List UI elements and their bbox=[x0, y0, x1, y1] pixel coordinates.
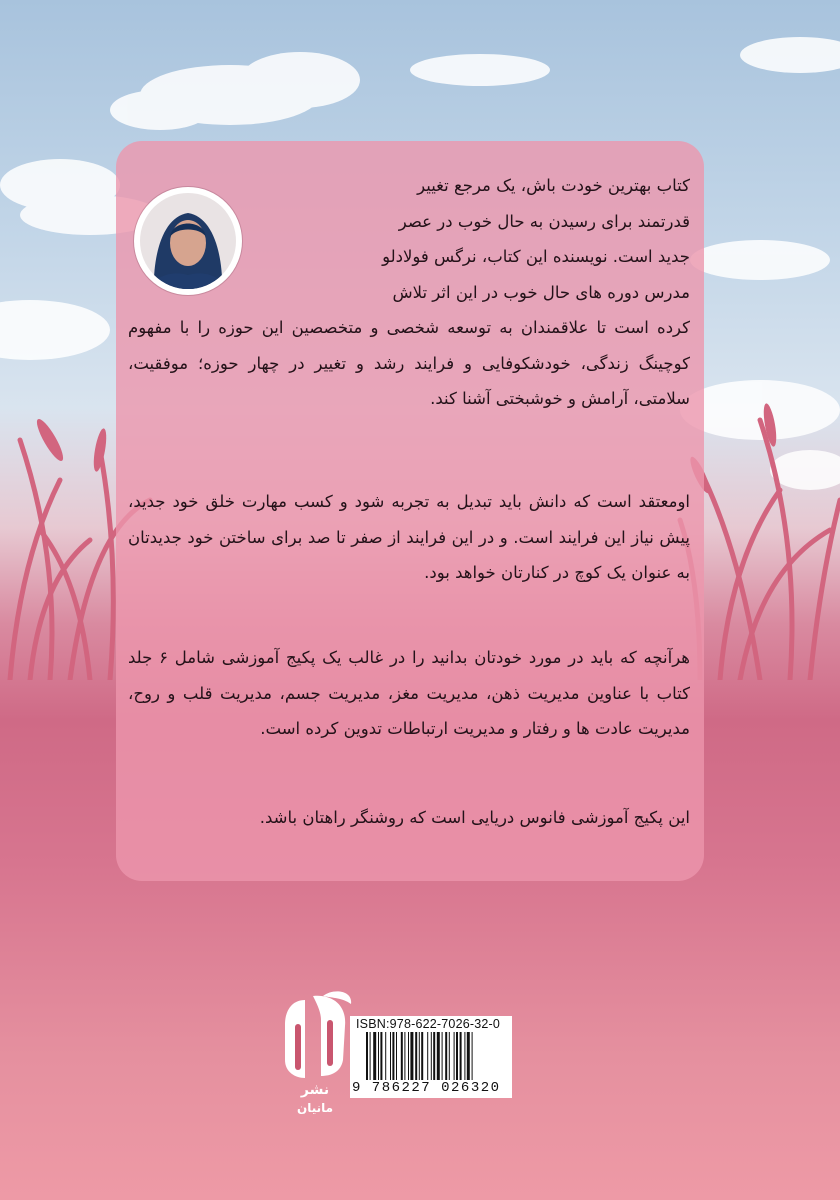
barcode-bar bbox=[378, 1032, 379, 1080]
description-line: اومعتقد است که دانش باید تبدیل به تجربه شود و کسب bbox=[293, 492, 691, 511]
barcode-bar bbox=[415, 1032, 417, 1080]
barcode-bar bbox=[467, 1032, 470, 1080]
barcode-bar bbox=[419, 1032, 420, 1080]
barcode-bar bbox=[472, 1032, 473, 1080]
description-line: باشد. bbox=[259, 808, 298, 827]
barcode-bar bbox=[442, 1032, 443, 1080]
description-line: قدرتمند برای رسیدن به حال خوب در عصر bbox=[398, 211, 690, 231]
barcode-bar bbox=[427, 1032, 428, 1080]
description-line: کرده است تا علاقمندان به توسعه شخصی و متخصصین این bbox=[261, 318, 690, 337]
barcode-digits: 9 786227 026320 bbox=[352, 1080, 501, 1096]
barcode-bar bbox=[401, 1032, 403, 1080]
barcode-bar bbox=[373, 1032, 376, 1080]
barcode-bar bbox=[410, 1032, 413, 1080]
barcode-bar bbox=[433, 1032, 435, 1080]
barcode-bar bbox=[404, 1032, 405, 1080]
barcode-bar bbox=[380, 1032, 382, 1080]
barcode-bar bbox=[449, 1032, 450, 1080]
barcode-bar bbox=[421, 1032, 423, 1080]
description-line: مدرس دوره های حال خوب در این اثر تلاش bbox=[392, 282, 690, 302]
description-line: کتاب بهترین خودت باش، یک مرجع تغییر bbox=[417, 176, 690, 195]
description-line: مهارت خلق خود جدید، پیش نیاز این فرایند است. و در این bbox=[128, 492, 691, 547]
publisher-logo-text: نشر bbox=[300, 1082, 330, 1098]
description-line: کند. bbox=[430, 389, 457, 408]
description-line: حوزه را با مفهوم کوچینگ زندگی، خودشکوفایی و فرایند رشد و bbox=[128, 318, 690, 373]
barcode-bar bbox=[431, 1032, 432, 1080]
barcode-bar bbox=[464, 1032, 465, 1080]
barcode-bar bbox=[445, 1032, 447, 1080]
description-line: کوچ در کنارتان خواهد بود. bbox=[424, 563, 602, 582]
description-line: جدید است. نویسنده این کتاب، نرگس فولادلو bbox=[382, 247, 690, 266]
description-line: هرآنچه که باید در مورد خودتان بدانید را در غالب یک پکیج bbox=[286, 648, 690, 667]
barcode-bar bbox=[456, 1032, 458, 1080]
barcode-bar bbox=[390, 1032, 391, 1080]
barcode-bar bbox=[385, 1032, 386, 1080]
description-line: فرایند از صفر تا صد برای ساختن خود جدیدتان به عنوان یک bbox=[128, 527, 690, 582]
barcode-bar bbox=[396, 1032, 397, 1080]
barcode bbox=[366, 1032, 504, 1080]
description-line: آموزشی شامل ۶ جلد کتاب با عناوین مدیریت ذهن، مدیریت مغز، bbox=[128, 648, 690, 703]
isbn-label: ISBN:978-622-7026-32-0 bbox=[356, 1017, 501, 1031]
barcode-bar bbox=[408, 1032, 409, 1080]
description-paragraph-1 bbox=[128, 168, 690, 417]
barcode-bar bbox=[392, 1032, 394, 1080]
barcode-bar bbox=[366, 1032, 368, 1080]
barcode-bar bbox=[437, 1032, 440, 1080]
description-paragraph-2 bbox=[128, 484, 690, 591]
description-line: این پکیج آموزشی فانوس دریایی است که روشنگر راهتان bbox=[302, 808, 690, 827]
description-paragraph-4 bbox=[128, 800, 690, 836]
barcode-bar bbox=[460, 1032, 462, 1080]
publisher-logo-text: مانیان bbox=[296, 1101, 334, 1115]
description-paragraph-3 bbox=[128, 640, 690, 747]
description-line: مدیریت ارتباطات تدوین کرده است. bbox=[260, 719, 506, 738]
description-line: تغییر در چهار حوزه؛ موفقیت، سلامتی، آرامش و خوشبختی آشنا bbox=[128, 353, 690, 408]
description-line: مدیریت جسم، مدیریت قلب و روح، مدیریت عادت ها و رفتار و bbox=[128, 683, 690, 738]
barcode-bar bbox=[454, 1032, 455, 1080]
barcode-bar bbox=[370, 1032, 371, 1080]
